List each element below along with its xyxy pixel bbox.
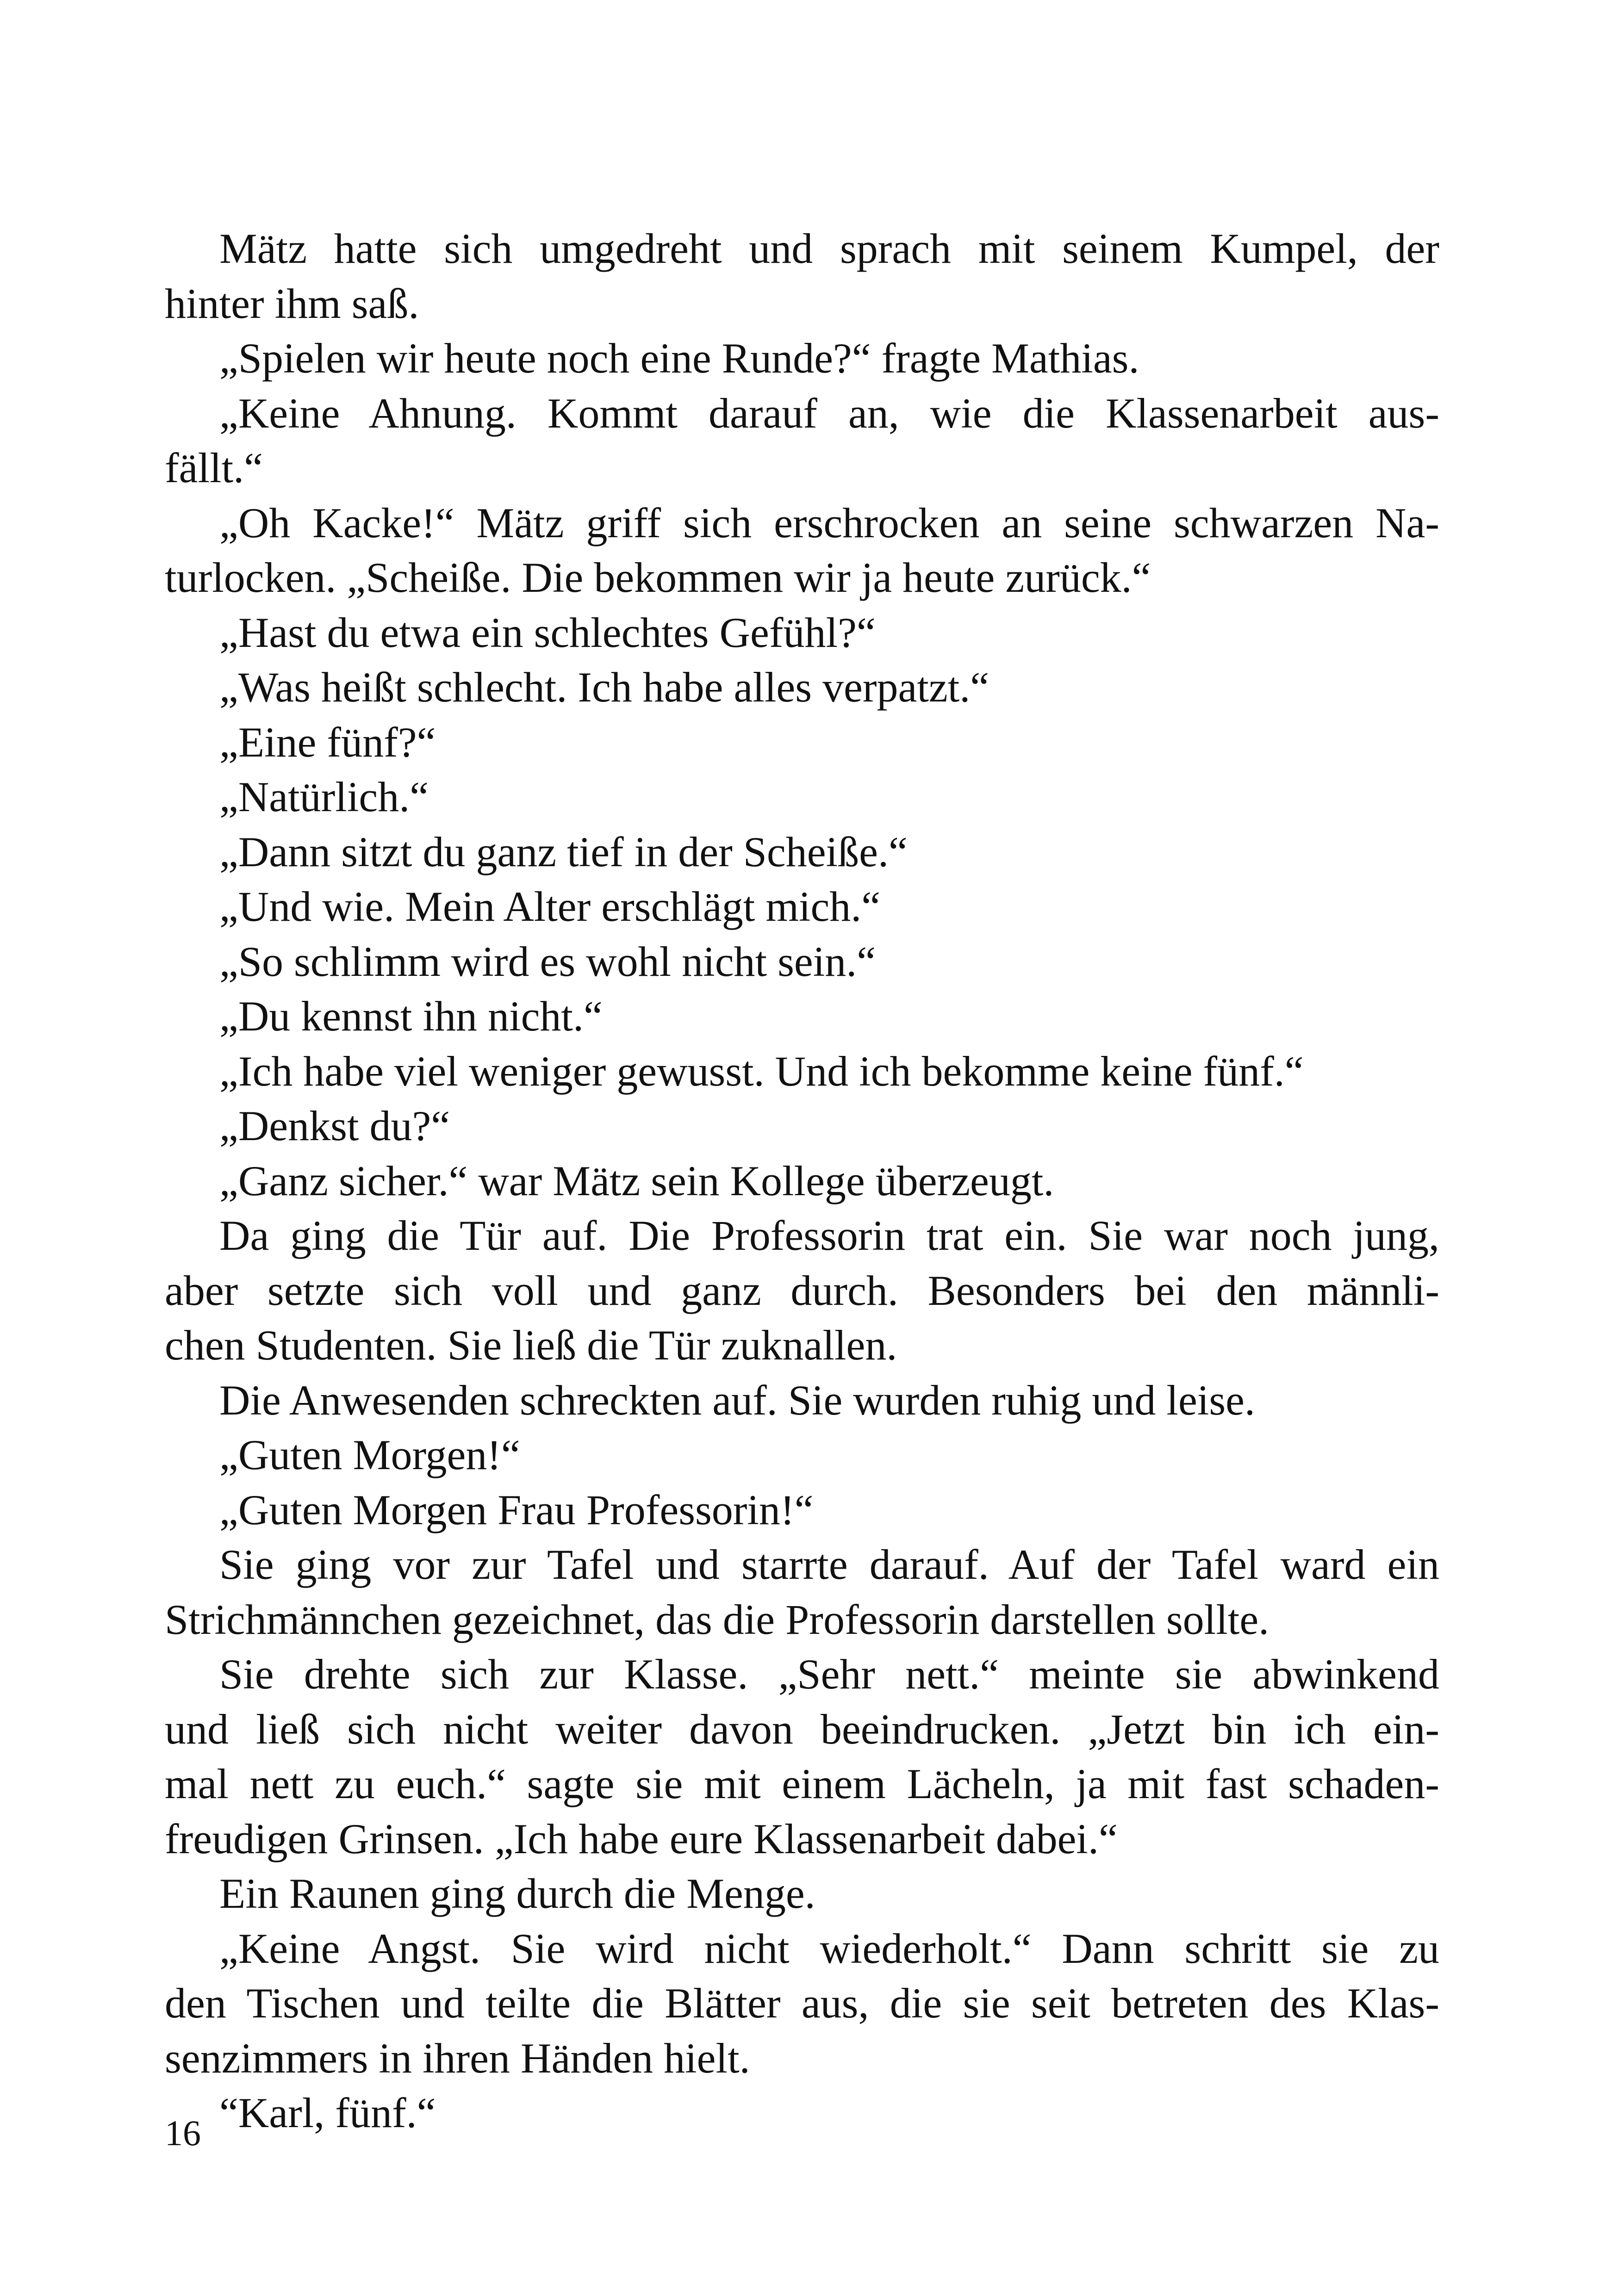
text-line: Sie drehte sich zur Klasse. „Sehr nett.“ meinte sie abwinkend (219, 1651, 1439, 1698)
text-line: Sie ging vor zur Tafel und starrte darauf. Auf der Tafel ward ein (219, 1541, 1439, 1588)
text-line: „Und wie. Mein Alter erschlägt mich.“ (219, 883, 881, 930)
text-line: chen Studenten. Sie ließ die Tür zuknallen. (165, 1322, 897, 1369)
page-number: 16 (165, 2113, 201, 2153)
text-line: „Ich habe viel weniger gewusst. Und ich bekomme keine fünf.“ (219, 1047, 1304, 1095)
text-line: „Keine Angst. Sie wird nicht wiederholt.“ Dann schritt sie zu (219, 1924, 1439, 1972)
text-line: Die Anwesenden schreckten auf. Sie wurden ruhig und leise. (219, 1376, 1256, 1424)
text-line: mal nett zu euch.“ sagte sie mit einem Lächeln, ja mit fast schaden- (165, 1760, 1439, 1807)
text-line: „Guten Morgen!“ (219, 1431, 520, 1478)
text-line: „Natürlich.“ (219, 773, 429, 820)
text-line: Ein Raunen ging durch die Menge. (219, 1870, 815, 1917)
text-line: und ließ sich nicht weiter davon beeindrucken. „Jetzt bin ich ein- (165, 1705, 1439, 1753)
body-text (165, 221, 1439, 2141)
text-line: Da ging die Tür auf. Die Professorin trat ein. Sie war noch jung, (219, 1212, 1439, 1259)
text-line: fällt.“ (165, 444, 263, 491)
text-line: „Dann sitzt du ganz tief in der Scheiße.“ (219, 828, 908, 875)
text-line: „So schlimm wird es wohl nicht sein.“ (219, 937, 876, 985)
text-line: „Ganz sicher.“ war Mätz sein Kollege überzeugt. (219, 1157, 1054, 1204)
text-line: „Guten Morgen Frau Professorin!“ (219, 1486, 814, 1533)
text-line: Mätz hatte sich umgedreht und sprach mit seinem Kumpel, der (219, 225, 1439, 272)
text-line: „Hast du etwa ein schlechtes Gefühl?“ (219, 608, 876, 656)
text-line: „Denkst du?“ (219, 1102, 450, 1149)
text-line: aber setzte sich voll und ganz durch. Besonders bei den männli- (165, 1266, 1439, 1314)
text-line: „Oh Kacke!“ Mätz griff sich erschrocken an seine schwarzen Na- (219, 499, 1439, 546)
text-line: hinter ihm saß. (165, 279, 419, 327)
text-line: turlocken. „Scheiße. Die bekommen wir ja heute zurück.“ (165, 554, 1151, 601)
text-line: “Karl, fünf.“ (219, 2089, 436, 2136)
text-line: senzimmers in ihren Händen hielt. (165, 2034, 750, 2082)
text-line: freudigen Grinsen. „Ich habe eure Klassenarbeit dabei.“ (165, 1815, 1118, 1862)
text-line: „Eine fünf?“ (219, 718, 436, 766)
text-line: den Tischen und teilte die Blätter aus, die sie seit betreten des Klas- (165, 1980, 1439, 2027)
text-line: Strichmännchen gezeichnet, das die Professorin darstellen sollte. (165, 1595, 1270, 1643)
text-line: „Du kennst ihn nicht.“ (219, 993, 603, 1040)
text-line: „Spielen wir heute noch eine Runde?“ fragte Mathias. (219, 335, 1139, 382)
text-line: „Was heißt schlecht. Ich habe alles verpatzt.“ (219, 664, 989, 711)
text-line: „Keine Ahnung. Kommt darauf an, wie die Klassenarbeit aus- (219, 389, 1439, 437)
